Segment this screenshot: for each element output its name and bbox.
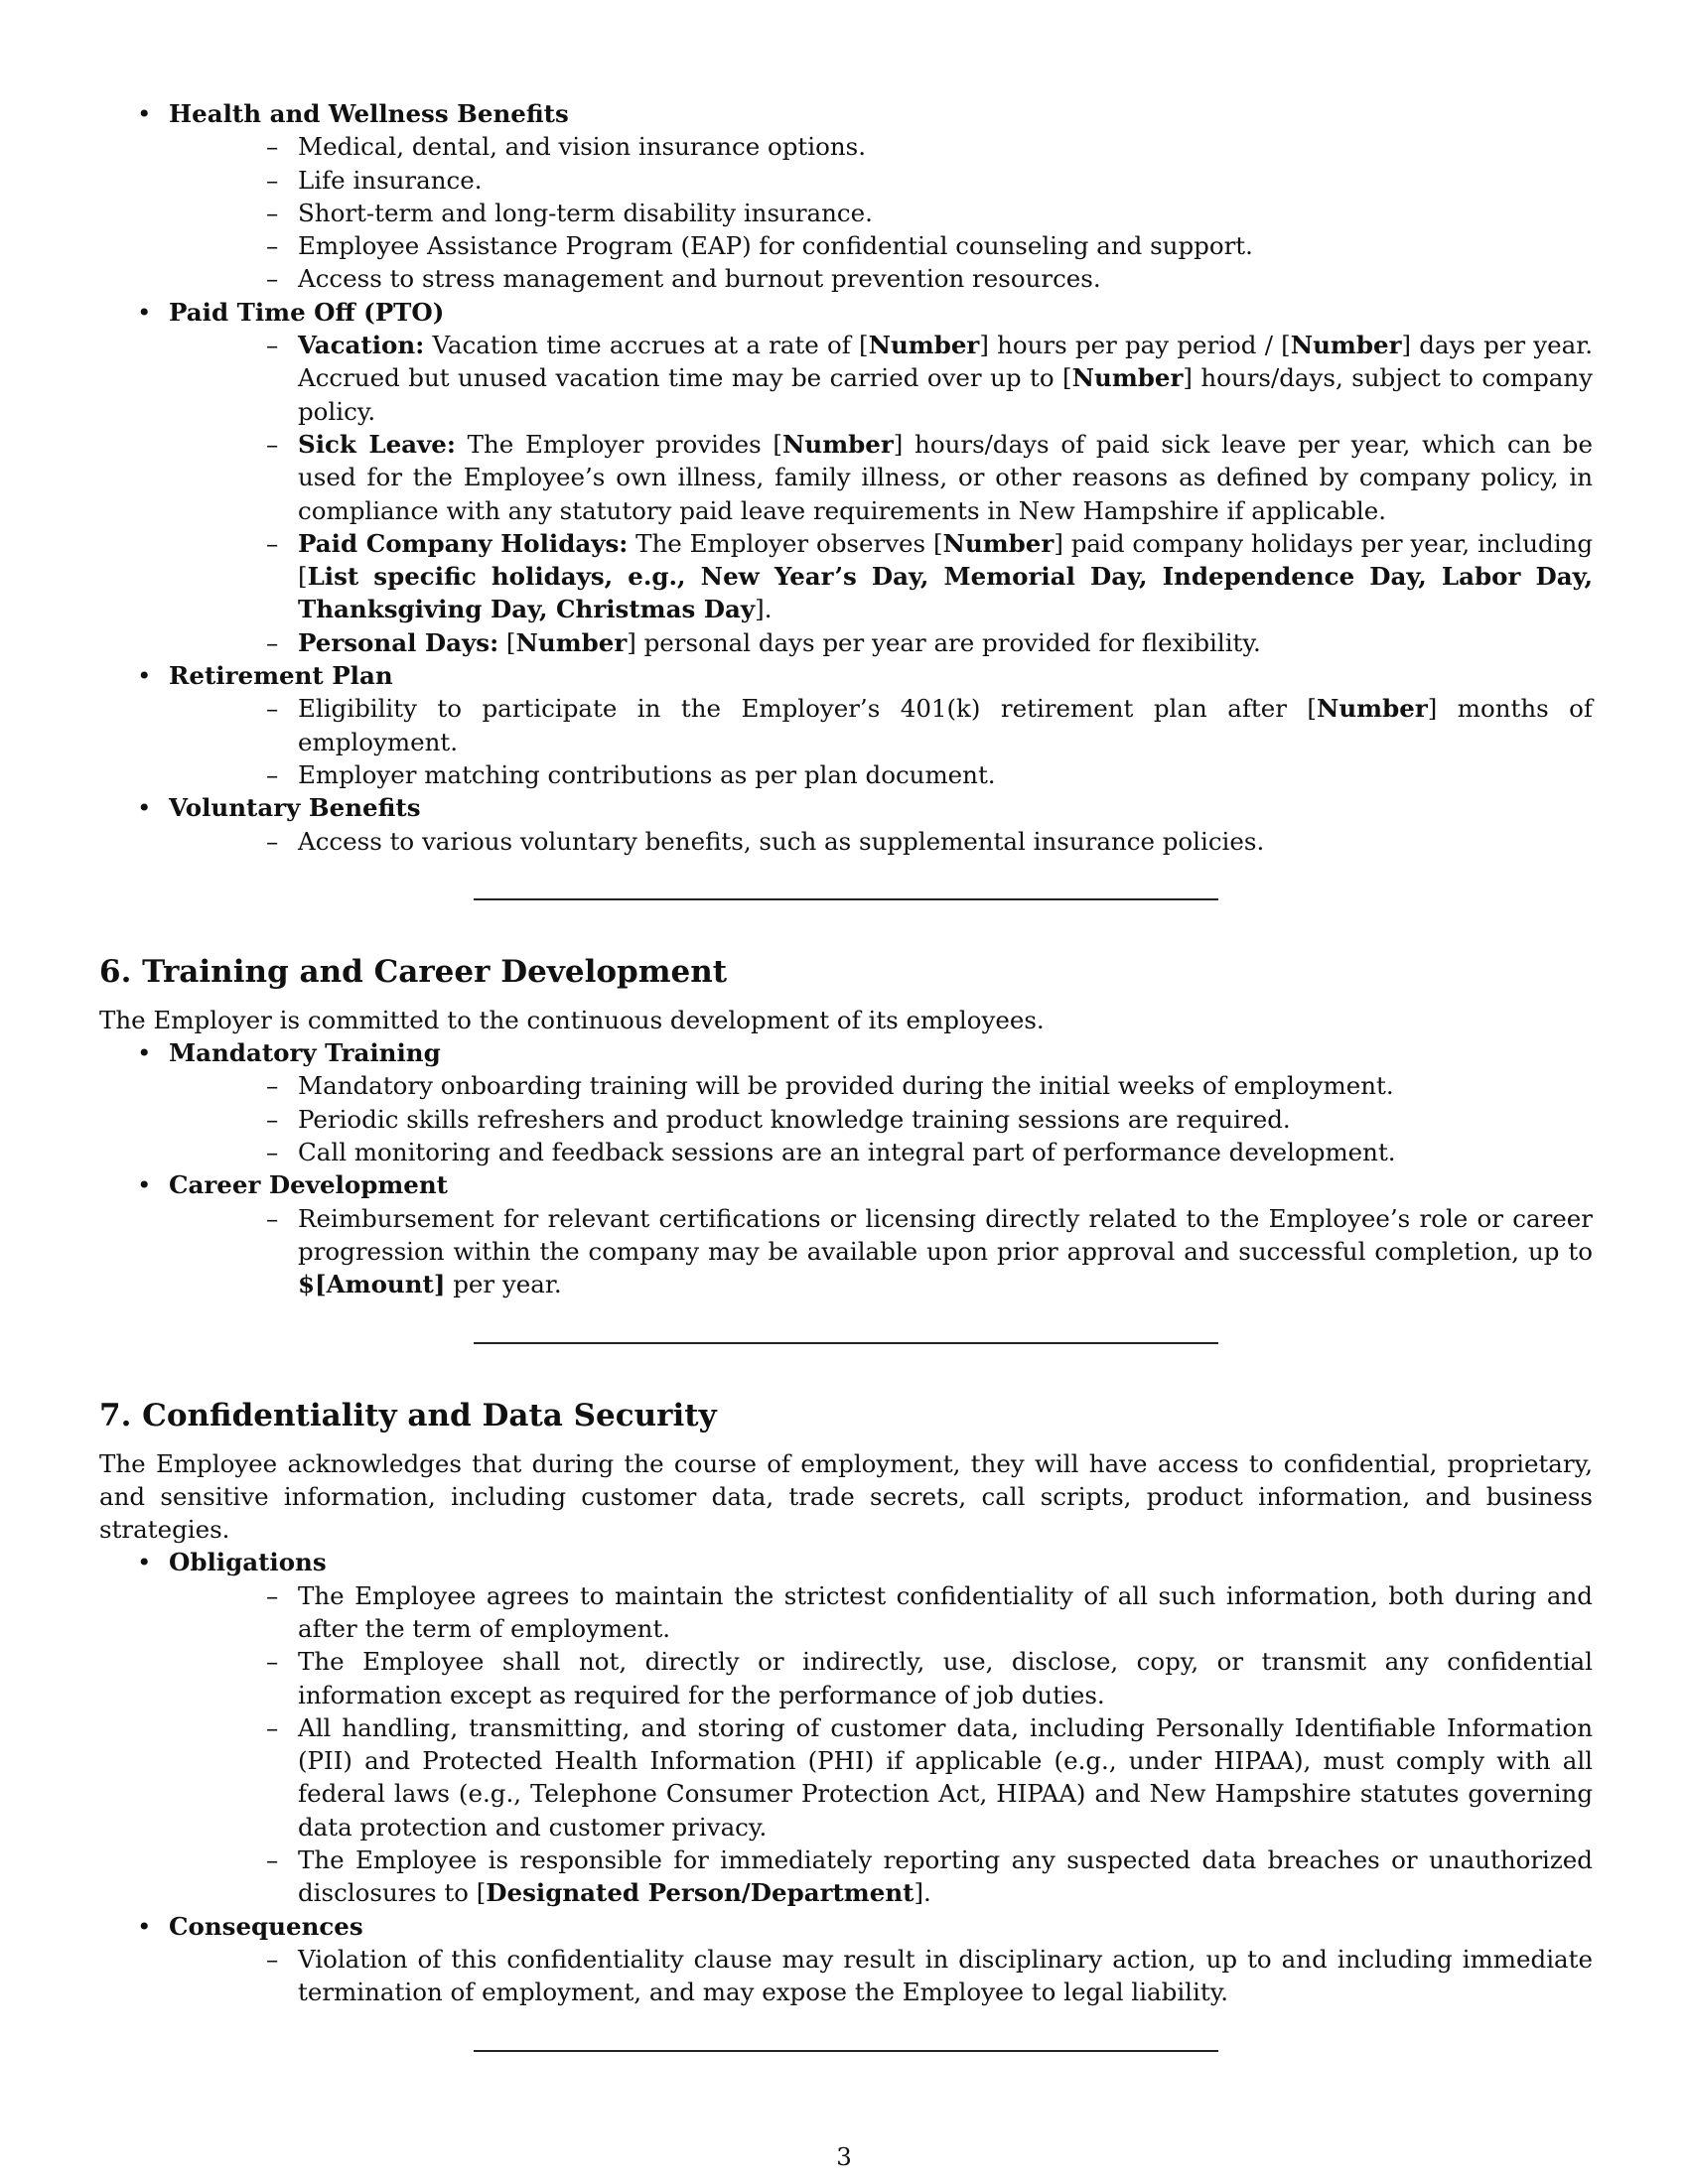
benefits-list: [99, 97, 1593, 858]
dash-icon: –: [266, 1203, 279, 1233]
list-item: – Access to stress management and burnout prevention resources.: [169, 262, 1593, 295]
dash-icon: –: [266, 1071, 279, 1101]
list-item: – Reimbursement for relevant certifications or licensing directly related to the Employee’s role or career progression within the company may be available upon prior approval and successful completion, up to $[Amount] per year.: [266, 1203, 1593, 1299]
list-item: – All handling, transmitting, and storing of customer data, including Personally Identifiable Information (PII) and Protected Health Information (PHI) if applicable (e.g., under HIPAA), must comply with all federal laws (e.g., Telephone Consumer Protection Act, HIPAA) and New Hampshire statutes governing data protection and customer privacy.: [266, 1712, 1593, 1842]
list-item: – Mandatory onboarding training will be provided during the initial weeks of employment.: [169, 1069, 1593, 1102]
list-item: [99, 791, 1593, 858]
list-item: [99, 659, 1593, 791]
section-heading: 6. Training and Career Development: [99, 953, 728, 990]
bullet-icon: •: [137, 297, 152, 327]
dash-icon: –: [266, 694, 279, 724]
bullet-icon: •: [137, 661, 152, 691]
list-item: – Violation of this confidentiality clause may result in disciplinary action, up to and including immediate termination of employment, and may expose the Employee to legal liability.: [266, 1944, 1593, 2007]
dash-icon: –: [266, 198, 279, 227]
section-intro: The Employee acknowledges that during the course of employment, they will have access to confidential, proprietary, and sensitive information, including customer data, trade secrets, call scripts, product information, and business strategies.: [99, 1448, 1593, 1545]
dash-icon: –: [266, 1580, 279, 1610]
dash-icon: –: [266, 165, 279, 195]
dash-icon: –: [266, 826, 279, 856]
dash-icon: –: [266, 1845, 279, 1875]
dash-icon: –: [266, 1944, 279, 1974]
list-item: – Employer matching contributions as per plan document.: [169, 758, 1593, 791]
category-title: Career Development: [169, 1170, 448, 1200]
list-item: – The Employee is responsible for immediately reporting any suspected data breaches or unauthorized disclosures to [Designated Person/Department].: [266, 1845, 1593, 1908]
list-item: [99, 296, 1593, 659]
dash-icon: –: [266, 132, 279, 162]
list-item: [99, 1036, 1593, 1168]
dash-icon: –: [266, 231, 279, 261]
list-item: – Medical, dental, and vision insurance options.: [169, 130, 1593, 163]
page-number: 3: [836, 2142, 852, 2171]
category-title: Obligations: [169, 1548, 327, 1577]
section-divider: [474, 1342, 1218, 1344]
list-item: [99, 1910, 1593, 2009]
bullet-icon: •: [137, 1911, 152, 1941]
section-intro: The Employer is committed to the continuous development of its employees.: [99, 1005, 1045, 1034]
dash-icon: –: [266, 1138, 279, 1167]
list-item: – The Employee shall not, directly or indirectly, use, disclose, copy, or transmit any confidential information except as required for the performance of job duties.: [266, 1647, 1593, 1709]
list-item: [99, 97, 1593, 296]
section-divider: [474, 898, 1218, 900]
list-item: – The Employee agrees to maintain the strictest confidentiality of all such information, both during and after the term of employment.: [266, 1580, 1593, 1643]
dash-icon: –: [266, 528, 279, 558]
list-item: – Eligibility to participate in the Employer’s 401(k) retirement plan after [Number] months of employment.: [266, 694, 1593, 756]
dash-icon: –: [266, 759, 279, 789]
list-item: – Vacation: Vacation time accrues at a rate of [Number] hours per pay period / [Number] days per year. Accrued but unused vacation time may be carried over up to [Number] hours/days, subject to company policy.: [266, 331, 1594, 426]
document-page: [99, 97, 1593, 2052]
list-item: – Paid Company Holidays: The Employer observes [Number] paid company holidays per year, including [List specific holidays, e.g., New Year’s Day, Memorial Day, Independence Day, Labor Day, Thanksgiving Day, Christmas Day].: [266, 528, 1593, 624]
dash-icon: –: [266, 331, 279, 360]
list-item: – Personal Days: [Number] personal days per year are provided for flexibility.: [169, 626, 1593, 659]
category-title: Health and Wellness Benefits: [169, 99, 569, 128]
category-title: Consequences: [169, 1911, 363, 1941]
list-item: [99, 1546, 1593, 1909]
list-item: – Access to various voluntary benefits, such as supplemental insurance policies.: [169, 825, 1593, 858]
category-title: Retirement Plan: [169, 661, 393, 691]
bullet-icon: •: [137, 1548, 152, 1577]
section-heading: 7. Confidentiality and Data Security: [99, 1397, 717, 1433]
list-item: – Sick Leave: The Employer provides [Number] hours/days of paid sick leave per year, which can be used for the Employee’s own illness, family illness, or other reasons as defined by company policy, in compliance with any statutory paid leave requirements in New Hampshire if applicable.: [266, 429, 1593, 525]
confidentiality-list: [99, 1546, 1593, 2008]
category-title: Paid Time Off (PTO): [169, 297, 445, 327]
list-item: – Short-term and long-term disability insurance.: [169, 197, 1593, 229]
list-item: – Call monitoring and feedback sessions are an integral part of performance development.: [169, 1136, 1593, 1168]
dash-icon: –: [266, 627, 279, 657]
dash-icon: –: [266, 1712, 279, 1742]
dash-icon: –: [266, 1104, 279, 1134]
list-item: – Employee Assistance Program (EAP) for confidential counseling and support.: [169, 229, 1593, 262]
section-divider: [474, 2050, 1218, 2052]
list-item: – Life insurance.: [169, 164, 1593, 197]
bullet-icon: •: [137, 1170, 152, 1200]
dash-icon: –: [266, 429, 279, 459]
training-list: [99, 1036, 1593, 1300]
list-item: [99, 1168, 1593, 1300]
dash-icon: –: [266, 1647, 279, 1677]
category-title: Voluntary Benefits: [169, 793, 421, 823]
category-title: Mandatory Training: [169, 1038, 441, 1068]
bullet-icon: •: [137, 1038, 152, 1068]
dash-icon: –: [266, 264, 279, 294]
bullet-icon: •: [137, 793, 152, 823]
bullet-icon: •: [137, 99, 152, 128]
list-item: – Periodic skills refreshers and product knowledge training sessions are required.: [169, 1103, 1593, 1136]
